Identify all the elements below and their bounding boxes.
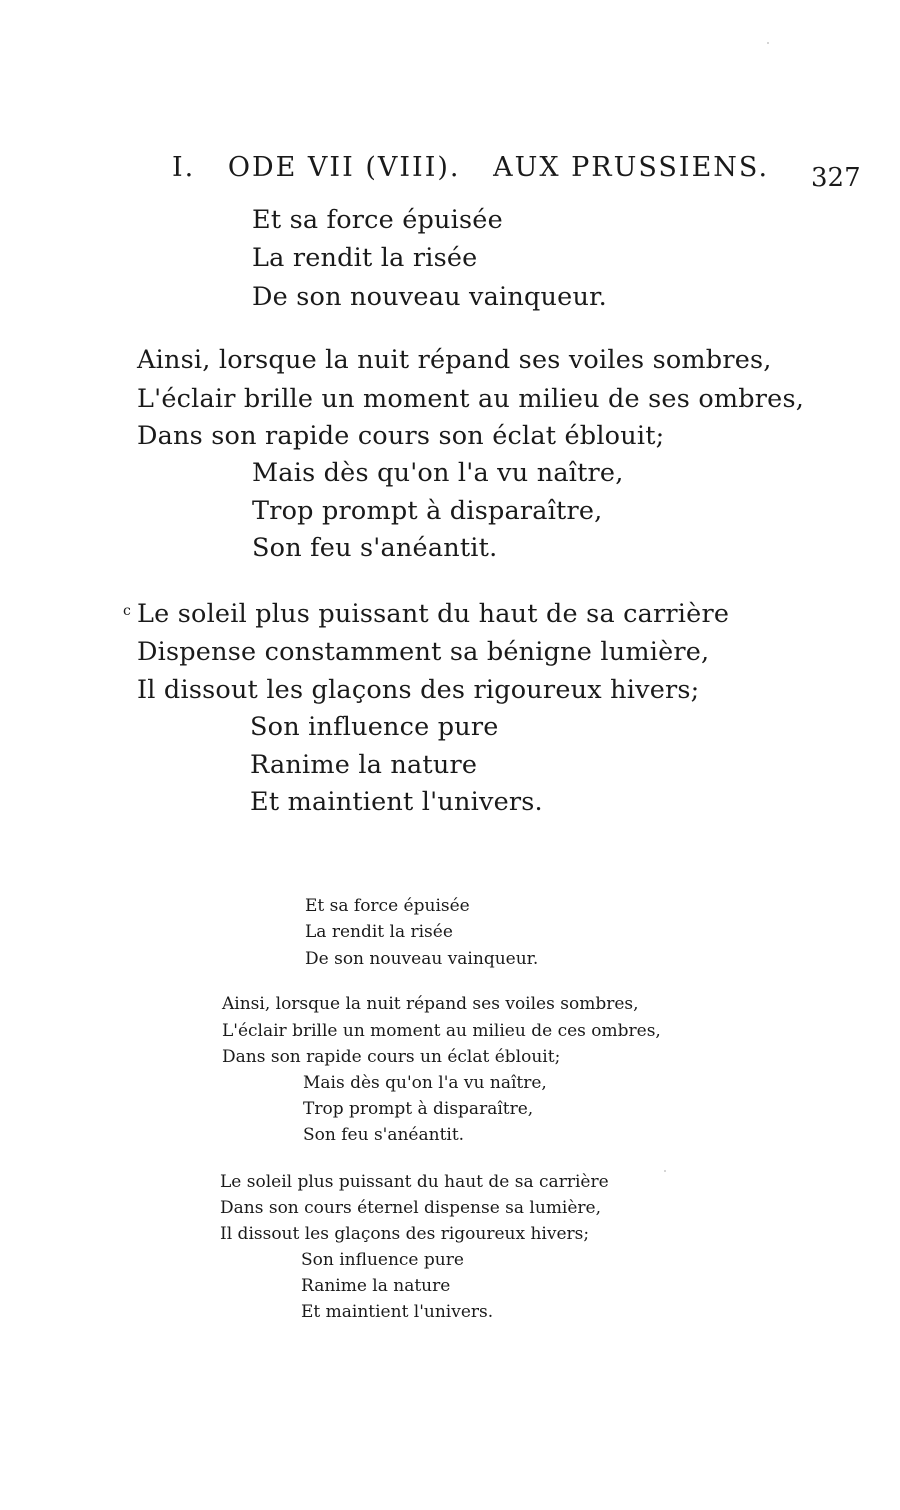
verse-line: Il dissout les glaçons des rigoureux hivers; [220,1224,590,1244]
verse-line: Ainsi, lorsque la nuit répand ses voiles sombres, [222,994,639,1014]
verse-line: L'éclair brille un moment au milieu de ces ombres, [222,1021,661,1041]
verse-line: Le soleil plus puissant du haut de sa carrière [137,599,730,629]
verse-line: Ranime la nature [301,1276,451,1296]
verse-line: De son nouveau vainqueur. [252,282,607,312]
verse-line: Son influence pure [301,1250,464,1270]
verse-line: Et sa force épuisée [305,896,470,916]
verse-line: Trop prompt à disparaître, [252,496,603,526]
note-marker: c [123,603,131,619]
verse-line: Mais dès qu'on l'a vu naître, [252,458,624,488]
verse-line: Et sa force épuisée [252,205,503,235]
verse-line: L'éclair brille un moment au milieu de ses ombres, [137,384,805,414]
header-title: AUX PRUSSIENS. [493,152,770,183]
verse-line: La rendit la risée [305,922,453,942]
verse-line: Et maintient l'univers. [250,787,543,817]
verse-line: Le soleil plus puissant du haut de sa carrière [220,1172,609,1192]
verse-line: Dans son rapide cours son éclat éblouit; [137,421,665,451]
header-part-number: I. [172,152,196,183]
verse-line: De son nouveau vainqueur. [305,949,539,969]
verse-line: Il dissout les glaçons des rigoureux hivers; [137,675,700,705]
verse-line: Dispense constamment sa bénigne lumière, [137,637,710,667]
verse-line: Trop prompt à disparaître, [303,1099,534,1119]
verse-line: Son influence pure [250,712,499,742]
running-header [172,152,769,183]
verse-line: La rendit la risée [252,243,478,273]
verse-line: Dans son cours éternel dispense sa lumière, [220,1198,602,1218]
paper-speck [664,1170,666,1172]
verse-line: Ranime la nature [250,750,478,780]
header-ode-number: ODE VII (VIII). [227,152,461,183]
paper-speck [767,42,769,44]
verse-line: Son feu s'anéantit. [303,1125,465,1145]
verse-line: Son feu s'anéantit. [252,533,498,563]
verse-line: Ainsi, lorsque la nuit répand ses voiles sombres, [137,345,772,375]
verse-line: Mais dès qu'on l'a vu naître, [303,1073,547,1093]
verse-line: Dans son rapide cours un éclat éblouit; [222,1047,561,1067]
verse-line: Et maintient l'univers. [301,1302,494,1322]
page-number: 327 [811,163,861,193]
